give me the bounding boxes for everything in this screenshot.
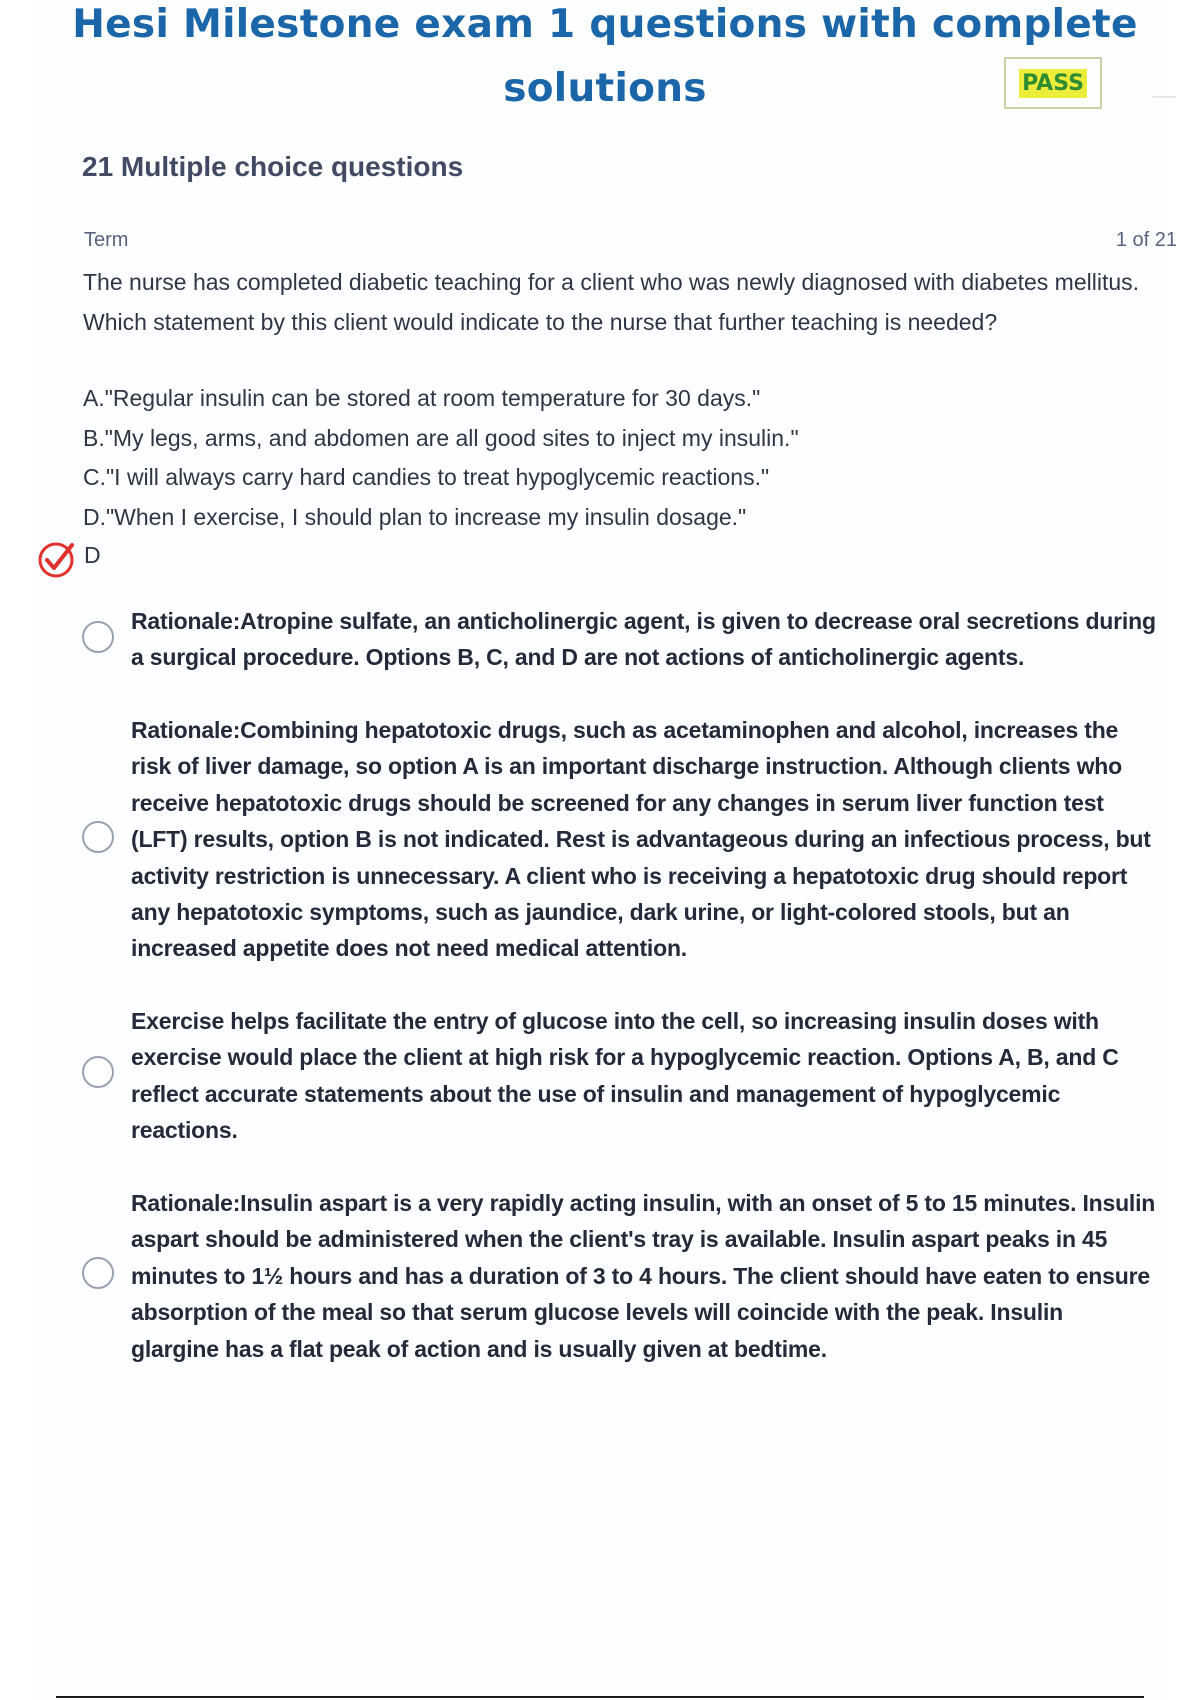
term-label: Term <box>84 229 129 251</box>
question-counter: 1 of 21 <box>1115 229 1177 251</box>
document-title-line-1: Hesi Milestone exam 1 questions with complete <box>72 2 1138 47</box>
radio-button[interactable] <box>82 1257 114 1289</box>
option-c: C."I will always carry hard candies to treat hypoglycemic reactions." <box>83 464 770 490</box>
header-divider <box>1152 96 1176 98</box>
rationale-text: Exercise helps facilitate the entry of glucose into the cell, so increasing insulin doses with exercise would place the client at high risk for a hypoglycemic reaction. Options A, B, and C reflect accurate statements about the use of insulin and management of hypoglycemic reactions. <box>131 1008 1119 1144</box>
answer-options <box>83 379 1143 537</box>
option-d: D."When I exercise, I should plan to increase my insulin dosage." <box>83 503 747 530</box>
correct-answer: D <box>84 542 101 568</box>
option-a: A."Regular insulin can be stored at room temperature for 30 days." <box>83 385 761 411</box>
rationale-text: Rationale:Insulin aspart is a very rapidly acting insulin, with an onset of 5 to 15 minutes. Insulin aspart should be administered when the client's tray is available. Insulin aspart peaks in 45 minutes to 1½ hours and has a duration of 3 to 4 hours. The client should have eaten to ensure absorption of the meal so that serum glucose levels will coincide with the peak. Insulin glargine has a flat peak of action and is usually given at bedtime. <box>131 1190 1156 1362</box>
correct-check-icon <box>36 539 78 581</box>
option-b: B."My legs, arms, and abdomen are all good sites to inject my insulin." <box>83 424 799 451</box>
pass-badge-label: PASS <box>1019 69 1087 98</box>
rationale-text: Rationale:Combining hepatotoxic drugs, such as acetaminophen and alcohol, increases the risk of liver damage, so option A is an important discharge instruction. Although clients who receive hepatotoxic drugs should be screened for any changes in serum liver function test (LFT) results, option B is not indicated. Rest is advantageous during an infectious process, but activity restriction is unnecessary. A client who is receiving a hepatotoxic drug should report any hepatotoxic symptoms, such as jaundice, dark urine, or light-colored stools, but an increased appetite does not need medical attention. <box>131 717 1151 962</box>
section-heading: 21 Multiple choice questions <box>82 151 464 182</box>
radio-button[interactable] <box>82 1056 114 1088</box>
rationale-text: Rationale:Atropine sulfate, an anticholinergic agent, is given to decrease oral secretions during a surgical procedure. Options B, C, and D are not actions of anticholinergic agents. <box>131 608 1156 671</box>
radio-button[interactable] <box>82 621 114 653</box>
radio-button[interactable] <box>82 821 114 853</box>
question-text: The nurse has completed diabetic teaching for a client who was newly diagnosed with diabetes mellitus. Which statement by this client would indicate to the nurse that further teaching is needed? <box>83 269 1140 335</box>
footer-rule <box>56 1696 1144 1698</box>
pass-badge <box>1004 57 1102 109</box>
document-title-line-2: solutions <box>503 66 707 111</box>
